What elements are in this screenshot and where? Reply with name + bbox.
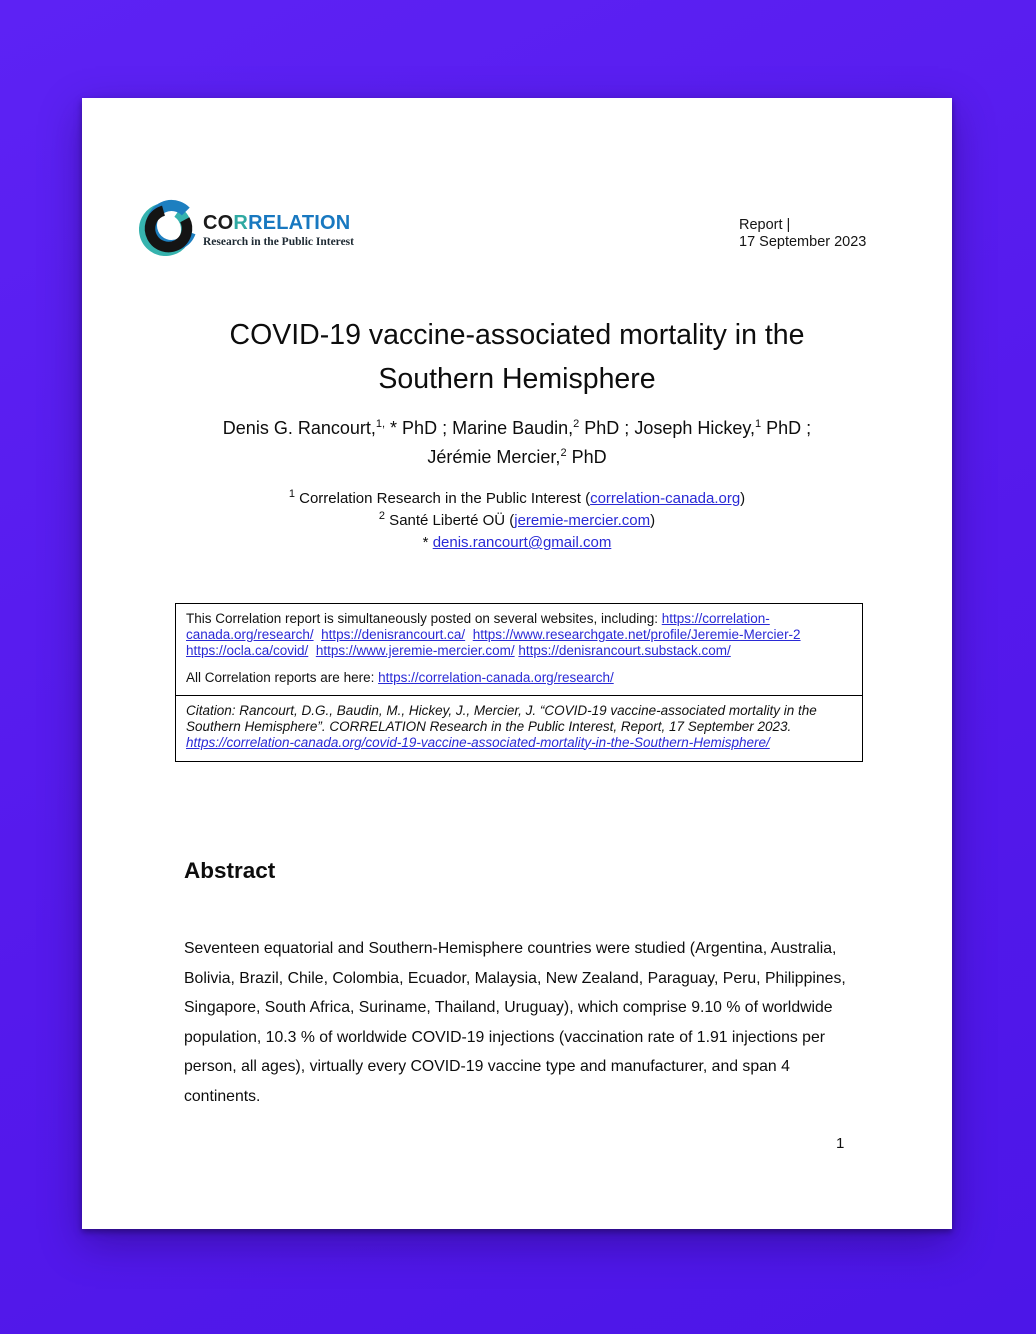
logo-wordmark-co: CO	[203, 212, 234, 234]
author-2-degree: PhD ;	[579, 418, 635, 438]
link-separator	[465, 627, 473, 642]
all-reports-paragraph	[186, 670, 852, 686]
all-reports-link[interactable]: https://correlation-canada.org/research/	[378, 670, 614, 685]
logo-text	[203, 198, 354, 248]
page-number: 1	[836, 1135, 845, 1152]
posted-link-1[interactable]: https://correlation-canada.org/research/	[186, 611, 770, 642]
notice-boxes	[175, 603, 863, 762]
posted-link-3[interactable]: https://www.researchgate.net/profile/Jeremie-Mercier-2	[472, 627, 801, 642]
logo-wordmark-r: R	[233, 212, 249, 234]
report-date-block	[739, 217, 866, 251]
logo-wordmark-relation: RELATION	[248, 212, 351, 234]
correlation-logo-icon	[139, 198, 199, 256]
affiliation-1-close: )	[740, 490, 746, 507]
title-line-2: Southern Hemisphere	[378, 363, 656, 395]
authors-line	[82, 414, 952, 472]
document-page	[82, 98, 952, 1229]
author-1-affil-mark: 1,	[375, 418, 386, 430]
citation-box	[175, 695, 863, 762]
author-3: Joseph Hickey,	[634, 418, 756, 438]
citation-paragraph	[186, 703, 852, 751]
affiliation-2-mark: 2	[378, 510, 386, 522]
corresponding-email-link[interactable]: denis.rancourt@gmail.com	[432, 534, 612, 551]
corresponding-author	[82, 532, 952, 554]
logo-tagline: Research in the Public Interest	[203, 236, 354, 248]
report-date: 17 September 2023	[739, 234, 867, 250]
all-reports-text: All Correlation reports are here:	[186, 670, 379, 685]
affiliation-1-mark: 1	[288, 488, 295, 500]
author-4: Jérémie Mercier,	[427, 447, 561, 467]
affiliation-2-close: )	[650, 512, 656, 529]
affiliation-2	[82, 510, 952, 532]
abstract-heading: Abstract	[184, 858, 276, 883]
link-separator	[801, 627, 809, 642]
title-line-1: COVID-19 vaccine-associated mortality in the	[229, 319, 805, 351]
posted-link-4[interactable]: https://ocla.ca/covid/	[186, 643, 309, 658]
author-4-affil-mark: 2	[560, 447, 567, 459]
abstract-paragraph: Seventeen equatorial and Southern-Hemisphere countries were studied (Argentina, Australia, Bolivia, Brazil, Chile, Colombia, Ecuador, Malaysia, New Zealand, Paraguay, Peru, Philippines, Singapore, South Africa, Suriname, Thailand, Uruguay), which comprise 9.10 % of worldwide population, 10.3 % of worldwide COVID-19 injections (vaccination rate of 1.91 injections per person, all ages), virtually every COVID-19 vaccine type and manufacturer, and span 4 continents.	[184, 940, 846, 1105]
posted-link-2[interactable]: https://denisrancourt.ca/	[321, 627, 466, 642]
author-4-degree: PhD	[566, 447, 607, 467]
correlation-logo	[139, 198, 354, 256]
authors-row-2	[82, 443, 952, 472]
posted-link-6[interactable]: https://denisrancourt.substack.com/	[518, 643, 731, 658]
author-1: Denis G. Rancourt,	[222, 418, 376, 438]
authors-row-1	[82, 414, 952, 443]
posted-link-5[interactable]: https://www.jeremie-mercier.com/	[315, 643, 515, 658]
link-separator	[314, 627, 322, 642]
document-title	[82, 313, 952, 401]
author-1-degree: * PhD ;	[385, 418, 453, 438]
posting-notice-box	[175, 603, 863, 696]
author-3-affil-mark: 1	[755, 418, 762, 430]
affiliation-2-text: Santé Liberté OÜ (	[385, 512, 515, 529]
corresponding-author-mark: *	[422, 534, 433, 551]
logo-wordmark	[203, 213, 354, 233]
correlation-canada-link[interactable]: correlation-canada.org	[590, 490, 741, 507]
affiliation-1-text: Correlation Research in the Public Interest (	[294, 490, 591, 507]
link-separator	[308, 643, 316, 658]
citation-text: Citation: Rancourt, D.G., Baudin, M., Hickey, J., Mercier, J. “COVID-19 vaccine-associated mortality in the Southern Hemisphere”. CORRELATION Research in the Public Interest, Report, 17 September 2023.	[186, 702, 817, 734]
author-2: Marine Baudin,	[452, 418, 574, 438]
affiliations-block	[82, 488, 952, 554]
posting-notice-paragraph	[186, 611, 852, 659]
posting-notice-text: This Correlation report is simultaneously posted on several websites, including:	[186, 611, 662, 626]
author-3-degree: PhD ;	[761, 418, 812, 438]
report-label: Report |	[739, 217, 791, 233]
affiliation-1	[82, 488, 952, 510]
author-2-affil-mark: 2	[573, 418, 580, 430]
citation-link[interactable]: https://correlation-canada.org/covid-19-vaccine-associated-mortality-in-the-Southern-Hemisphere/	[186, 734, 770, 750]
jeremie-mercier-link[interactable]: jeremie-mercier.com	[514, 512, 651, 529]
